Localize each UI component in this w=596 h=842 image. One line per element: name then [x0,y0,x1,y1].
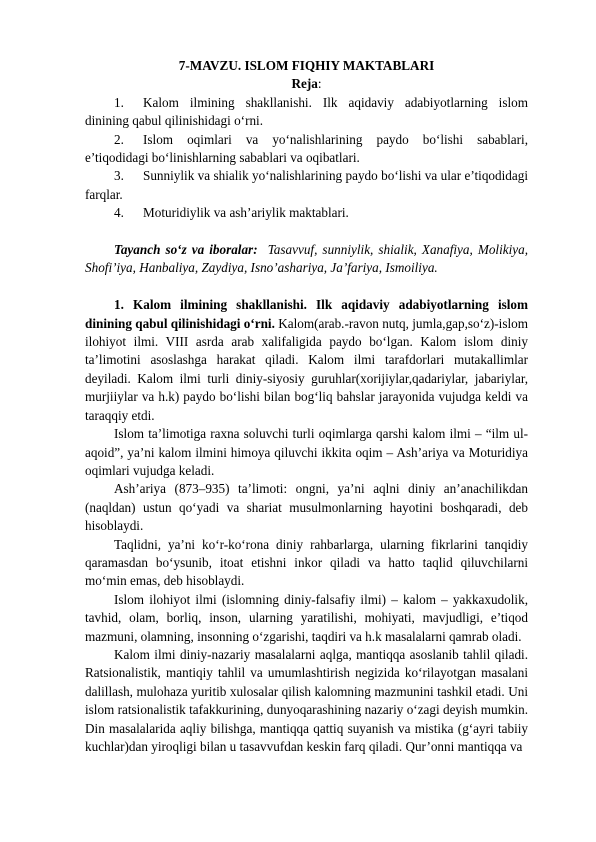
spacer [85,278,528,296]
plan-item [85,131,528,168]
section-1-text: Kalom(arab.-ravon nutq, jumla,gap,so‘z)-islom ilohiyot ilmi. VIII asrda arab xalifaligida paydo bo‘lgan. Kalom islom diniy ta’limotini asoslashga harakat qiladi. Kalom ilmi tarafdorlari mutakallimlar deyiladi. Kalom ilmi turli diniy-siyosiy guruhlar(xorijiylar,qadariylar, jabariylar, murjiiylar va h.k) paydo bo‘lishi bilan bog‘liq bahslar jarayonida vujudga keldi va taraqqiy etdi. [85,315,528,423]
plan-label: Reja [291,76,318,92]
body-paragraph: Taqlidni, ya’ni ko‘r-ko‘rona diniy rahbarlarga, ularning fikrlarini tanqidiy qaramasdan bo‘ysunib, itoat etishni inkor qiladi va hatto taqlid qiluvchilarni mo‘min emas, deb hisoblaydi. [85,536,528,589]
body-paragraph: Kalom ilmi diniy-nazariy masalalarni aqlga, mantiqqa asoslanib tahlil qiladi. Ratsionalistik, mantiqiy tahlil va umumlashtirish negizida ko‘rilayotgan masalani dalillash, mulohaza yuritib xulosalar qilish kalomning mazmunini tashkil etadi. Uni islom ratsionalistik tafakkurining, dunyoqarashining nazariy o‘zagi deyish mumkin. Din masalalarida aqliy bilishga, mantiqqa qattiq suyanish va mistika (g‘ayri tabiiy kuchlar)dan yiroqligi bilan u tasavvufdan keskin farq qiladi. Qur’onni mantiqqa va [85,646,528,754]
keywords-text: Tasavvuf, sunniylik, shialik, Xanafiya, Molikiya, Shofi’iya, Hanbaliya, Zaydiya, Isno’ashariya, Ja’fariya, Ismoiliya. [85,242,529,276]
keywords-label: Tayanch so‘z va iboralar: [114,242,258,258]
plan-item-number: 2. [114,131,124,147]
document-page [85,57,528,756]
plan-heading: Reja: [291,76,322,92]
section-1-paragraph [85,296,528,425]
body-paragraph: Ash’ariya (873–935) ta’limoti: ongni, ya’ni aqlni diniy an’anachilikdan (naqldan) ustun qo‘yadi va shariat musulmonlarning hayotini boshqaradi, deb hisoblaydi. [85,481,528,534]
section-1-heading: 1. Kalom ilmining shakllanishi. Ilk aqidaviy adabiyotlarning islom dinining qabul qilinishidagi o‘rni. [85,297,528,331]
body-paragraph: Islom ilohiyot ilmi (islomning diniy-falsafiy ilmi) – kalom – yakkaxudolik, tavhid, olam, borliq, inson, ularning yaratilishi, mohiyati, mavjudligi, e’tiqod mazmuni, olamning, insonning o‘zgarishi, taqdiri va h.k masalalarni qamrab oladi. [85,591,528,644]
body-paragraph: Islom ta’limotiga raxna soluvchi turli oqimlarga qarshi kalom ilmi – “ilm ul-aqoid”, ya’ni kalom ilmini himoya qiluvchi ikkita oqim – Ash’ariya va Moturidiya oqimlari vujudga keladi. [85,426,528,478]
plan-item [85,167,528,204]
plan-item [85,94,528,131]
plan-item-number: 4. [114,205,124,221]
plan-item-number: 3. [114,168,124,184]
plan-item-text: Sunniylik va shialik yo‘nalishlarining paydo bo‘lishi va ular e’tiqodidagi farqlar. [85,168,528,202]
plan-item-text: Islom oqimlari va yo‘nalishlarining paydo bo‘lishi sabablari, e’tiqodidagi bo‘linishlarning sabablari va oqibatlari. [85,131,528,166]
plan-item-text: Kalom ilmining shakllanishi. Ilk aqidaviy adabiyotlarning islom dinining qabul qilinishidagi o‘rni. [85,94,528,129]
keywords-paragraph [85,241,528,278]
plan-item [85,204,528,222]
plan-item-text: Moturidiylik va ash’ariylik maktablari. [143,205,349,221]
plan-item-number: 1. [114,94,124,110]
spacer [85,223,528,241]
page-title: 7-MAVZU. ISLOM FIQHIY MAKTABLARI [178,58,435,73]
